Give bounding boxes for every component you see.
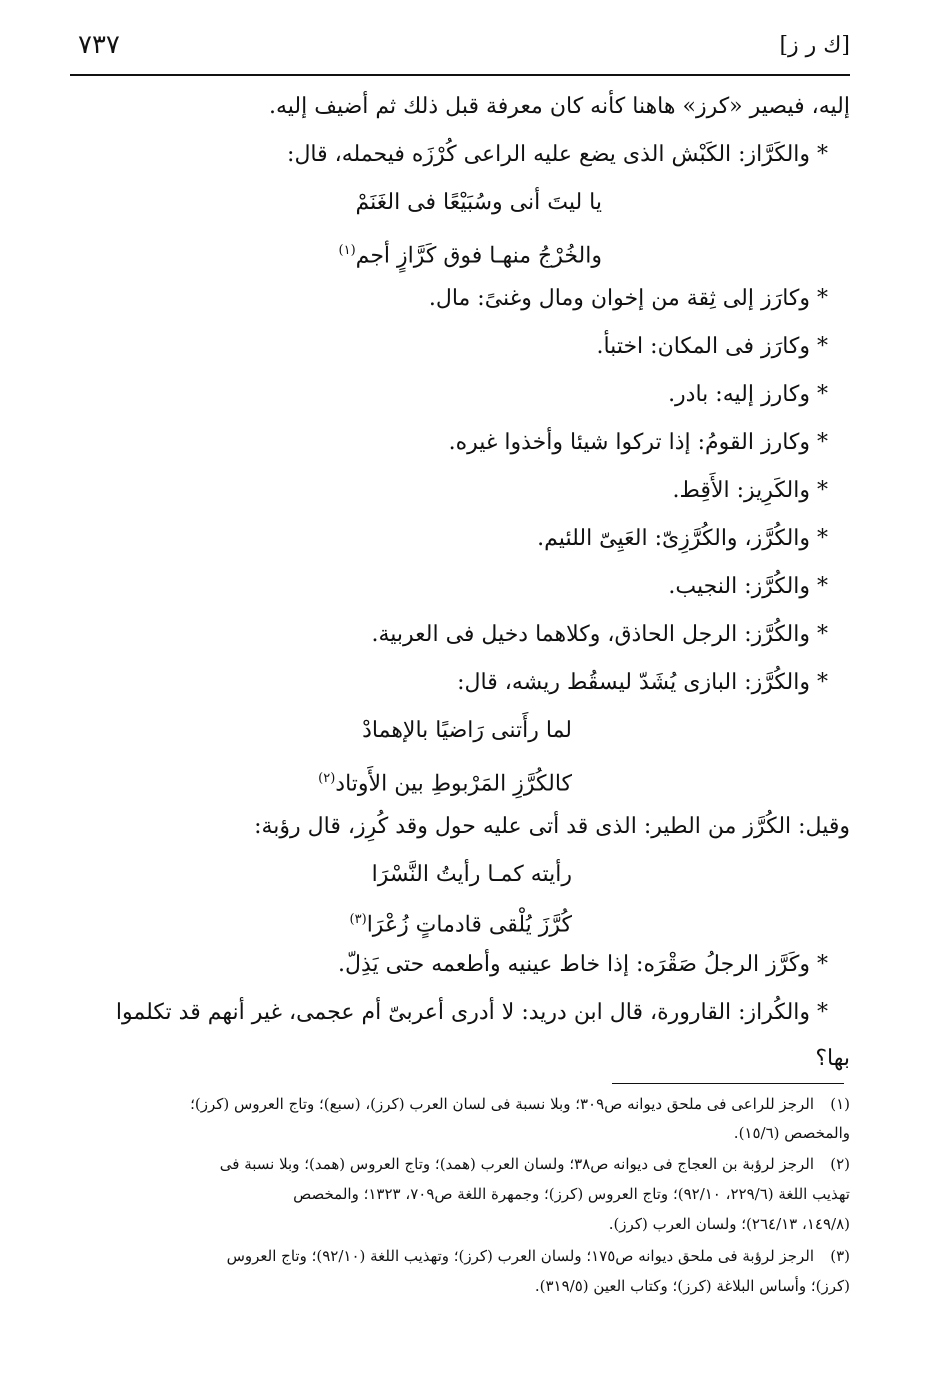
body-line: وقيل: الكُرَّز من الطير: الذى قد أتى عليه حول وقد كُرِز، قال رؤبة: [254,814,850,839]
verse-text: كُرَّزَ يُلْقى قادماتٍ زُعْرَا [366,912,572,938]
verse-line [339,236,602,271]
body-line: * والكُرَّز: البازى يُشَدّ ليسقُط ريشه، قال: [457,670,828,695]
body-line: * والكُرَّز: النجيب. [668,574,828,599]
body-line: بها؟ [815,1046,850,1071]
footnote-line: الرجز للراعى فى ملحق ديوانه ص٣٠٩؛ وبلا نسبة فى لسان العرب (كرز)، (سبع)؛ وتاج العروس (كرز)؛ [190,1095,814,1113]
footnote-ref: (٢) [318,771,336,786]
verse-line [318,764,572,799]
header-rule [70,74,850,76]
body-line: * وكارَز فى المكان: اختبأ. [596,334,828,359]
footnote-line: (كرز)؛ وأساس البلاغة (كرز)؛ وكتاب العين (٣١٩/٥). [534,1277,850,1295]
header-root-letters: [ك ر ز] [779,33,850,58]
body-line: * وكارز إليه: بادر. [668,382,828,407]
body-line: * والكَرِيز: الأَقِط. [672,478,828,503]
verse-line: لما رأَتنى رَاضيًا بالإهمادْ [362,718,572,743]
footnote-number: (١) [830,1095,850,1113]
footnote-line: (١٤٩/٨، ٢٦٤/١٣)؛ ولسان العرب (كرز). [608,1215,850,1233]
verse-line [350,905,572,940]
body-line: إليه، فيصير «كرز» هاهنا كأنه كان معرفة قبل ذلك ثم أضيف إليه. [268,94,850,119]
footnote-line: الرجز لرؤبة بن العجاج فى ديوانه ص٣٨؛ ولسان العرب (همد)؛ وتاج العروس (همد)؛ وبلا نسبة فى [219,1155,814,1173]
body-line: * والكَرَّاز: الكَبْش الذى يضع عليه الراعى كُرْزَه فيحمله، قال: [287,142,828,167]
footnote-line: تهذيب اللغة (٢٢٩/٦، ٩٢/١٠)؛ وتاج العروس (كرز)؛ وجمهرة اللغة ص٧٠٩، ١٣٢٣؛ والمخصص [293,1185,850,1203]
body-line: * وكارز القومُ: إذا تركوا شيئا وأخذوا غيره. [448,430,828,455]
footnote-ref: (٣) [349,912,367,927]
page-number: ٧٣٧ [78,30,120,60]
verse-text: كالكُرَّزِ المَرْبوطِ بين الأَوتاد [335,771,572,797]
verse-text: والخُرْجُ منهـا فوق كَرَّازٍ أجم [355,243,602,269]
verse-line: رأيته كمـا رأيتُ النَّسْرَا [371,862,572,887]
footnote-number: (٣) [830,1247,850,1265]
footnote-line: الرجز لرؤبة فى ملحق ديوانه ص١٧٥؛ ولسان العرب (كرز)؛ وتهذيب اللغة (٩٢/١٠)؛ وتاج العروس [226,1247,814,1265]
footnote-line: والمخصص (١٥/٦). [733,1124,850,1142]
body-line: * والكُراز: القارورة، قال ابن دريد: لا أدرى أعربىّ أم عجمى، غير أنهم قد تكلموا [115,1000,828,1025]
footnote-ref: (١) [338,243,356,258]
body-line: * وكَرَّز الرجلُ صَقْرَه: إذا خاط عينيه وأطعمه حتى يَذِلّ. [337,952,828,977]
body-line: * والكُرَّز: الرجل الحاذق، وكلاهما دخيل فى العربية. [371,622,828,647]
verse-line: يا ليتَ أنى وسُبَيْعًا فى الغَنَمْ [355,190,602,215]
body-line: * وكارَز إلى ثِقة من إخوان ومال وغنىً: مال. [428,286,828,311]
footnote-number: (٢) [830,1155,850,1173]
body-line: * والكُرَّز، والكُرَّزِىّ: العَيِىّ اللئيم. [537,526,828,551]
footnote-rule [612,1083,844,1084]
